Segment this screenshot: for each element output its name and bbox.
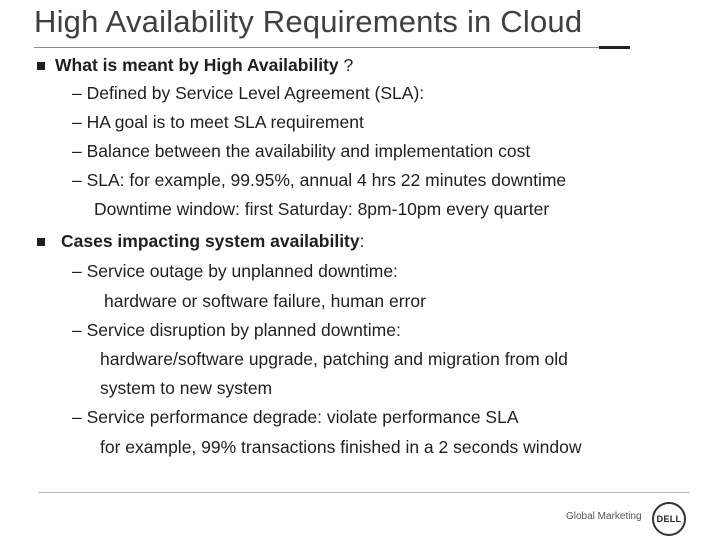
section1-heading-rest: ? [338,55,354,75]
section1-item: – SLA: for example, 99.95%, annual 4 hrs 22 minutes downtime [72,170,567,190]
section1-item: – HA goal is to meet SLA requirement [72,112,364,132]
title-underline-accent [599,46,630,49]
section1-heading [55,55,353,76]
section2-heading [61,231,365,252]
footer-divider [38,492,690,493]
section2-item: hardware or software failure, human error [104,291,426,311]
section2-item: for example, 99% transactions finished in a 2 seconds window [100,437,582,457]
dell-logo-icon [652,502,686,536]
section1-item: Downtime window: first Saturday: 8pm-10pm every quarter [94,199,550,219]
section2-heading-rest: : [359,231,365,251]
section1-item: – Defined by Service Level Agreement (SLA): [72,83,425,103]
logo-text: DELL [656,514,682,524]
section2-item: – Service outage by unplanned downtime: [72,261,398,281]
title-underline [34,47,630,48]
section1-heading-bold: What is meant by High Availability [55,55,339,75]
slide-title: High Availability Requirements in Cloud [34,4,583,39]
section2-item: – Service disruption by planned downtime: [72,320,401,340]
section2-item: system to new system [100,378,273,398]
section2-heading-bold: Cases impacting system availability [61,231,360,251]
section1-item: – Balance between the availability and implementation cost [72,141,531,161]
section2-item: – Service performance degrade: violate performance SLA [72,407,519,427]
bullet-square-icon [37,62,45,70]
section2-item: hardware/software upgrade, patching and migration from old [100,349,568,369]
bullet-square-icon [37,238,45,246]
footer-label: Global Marketing [566,511,642,522]
